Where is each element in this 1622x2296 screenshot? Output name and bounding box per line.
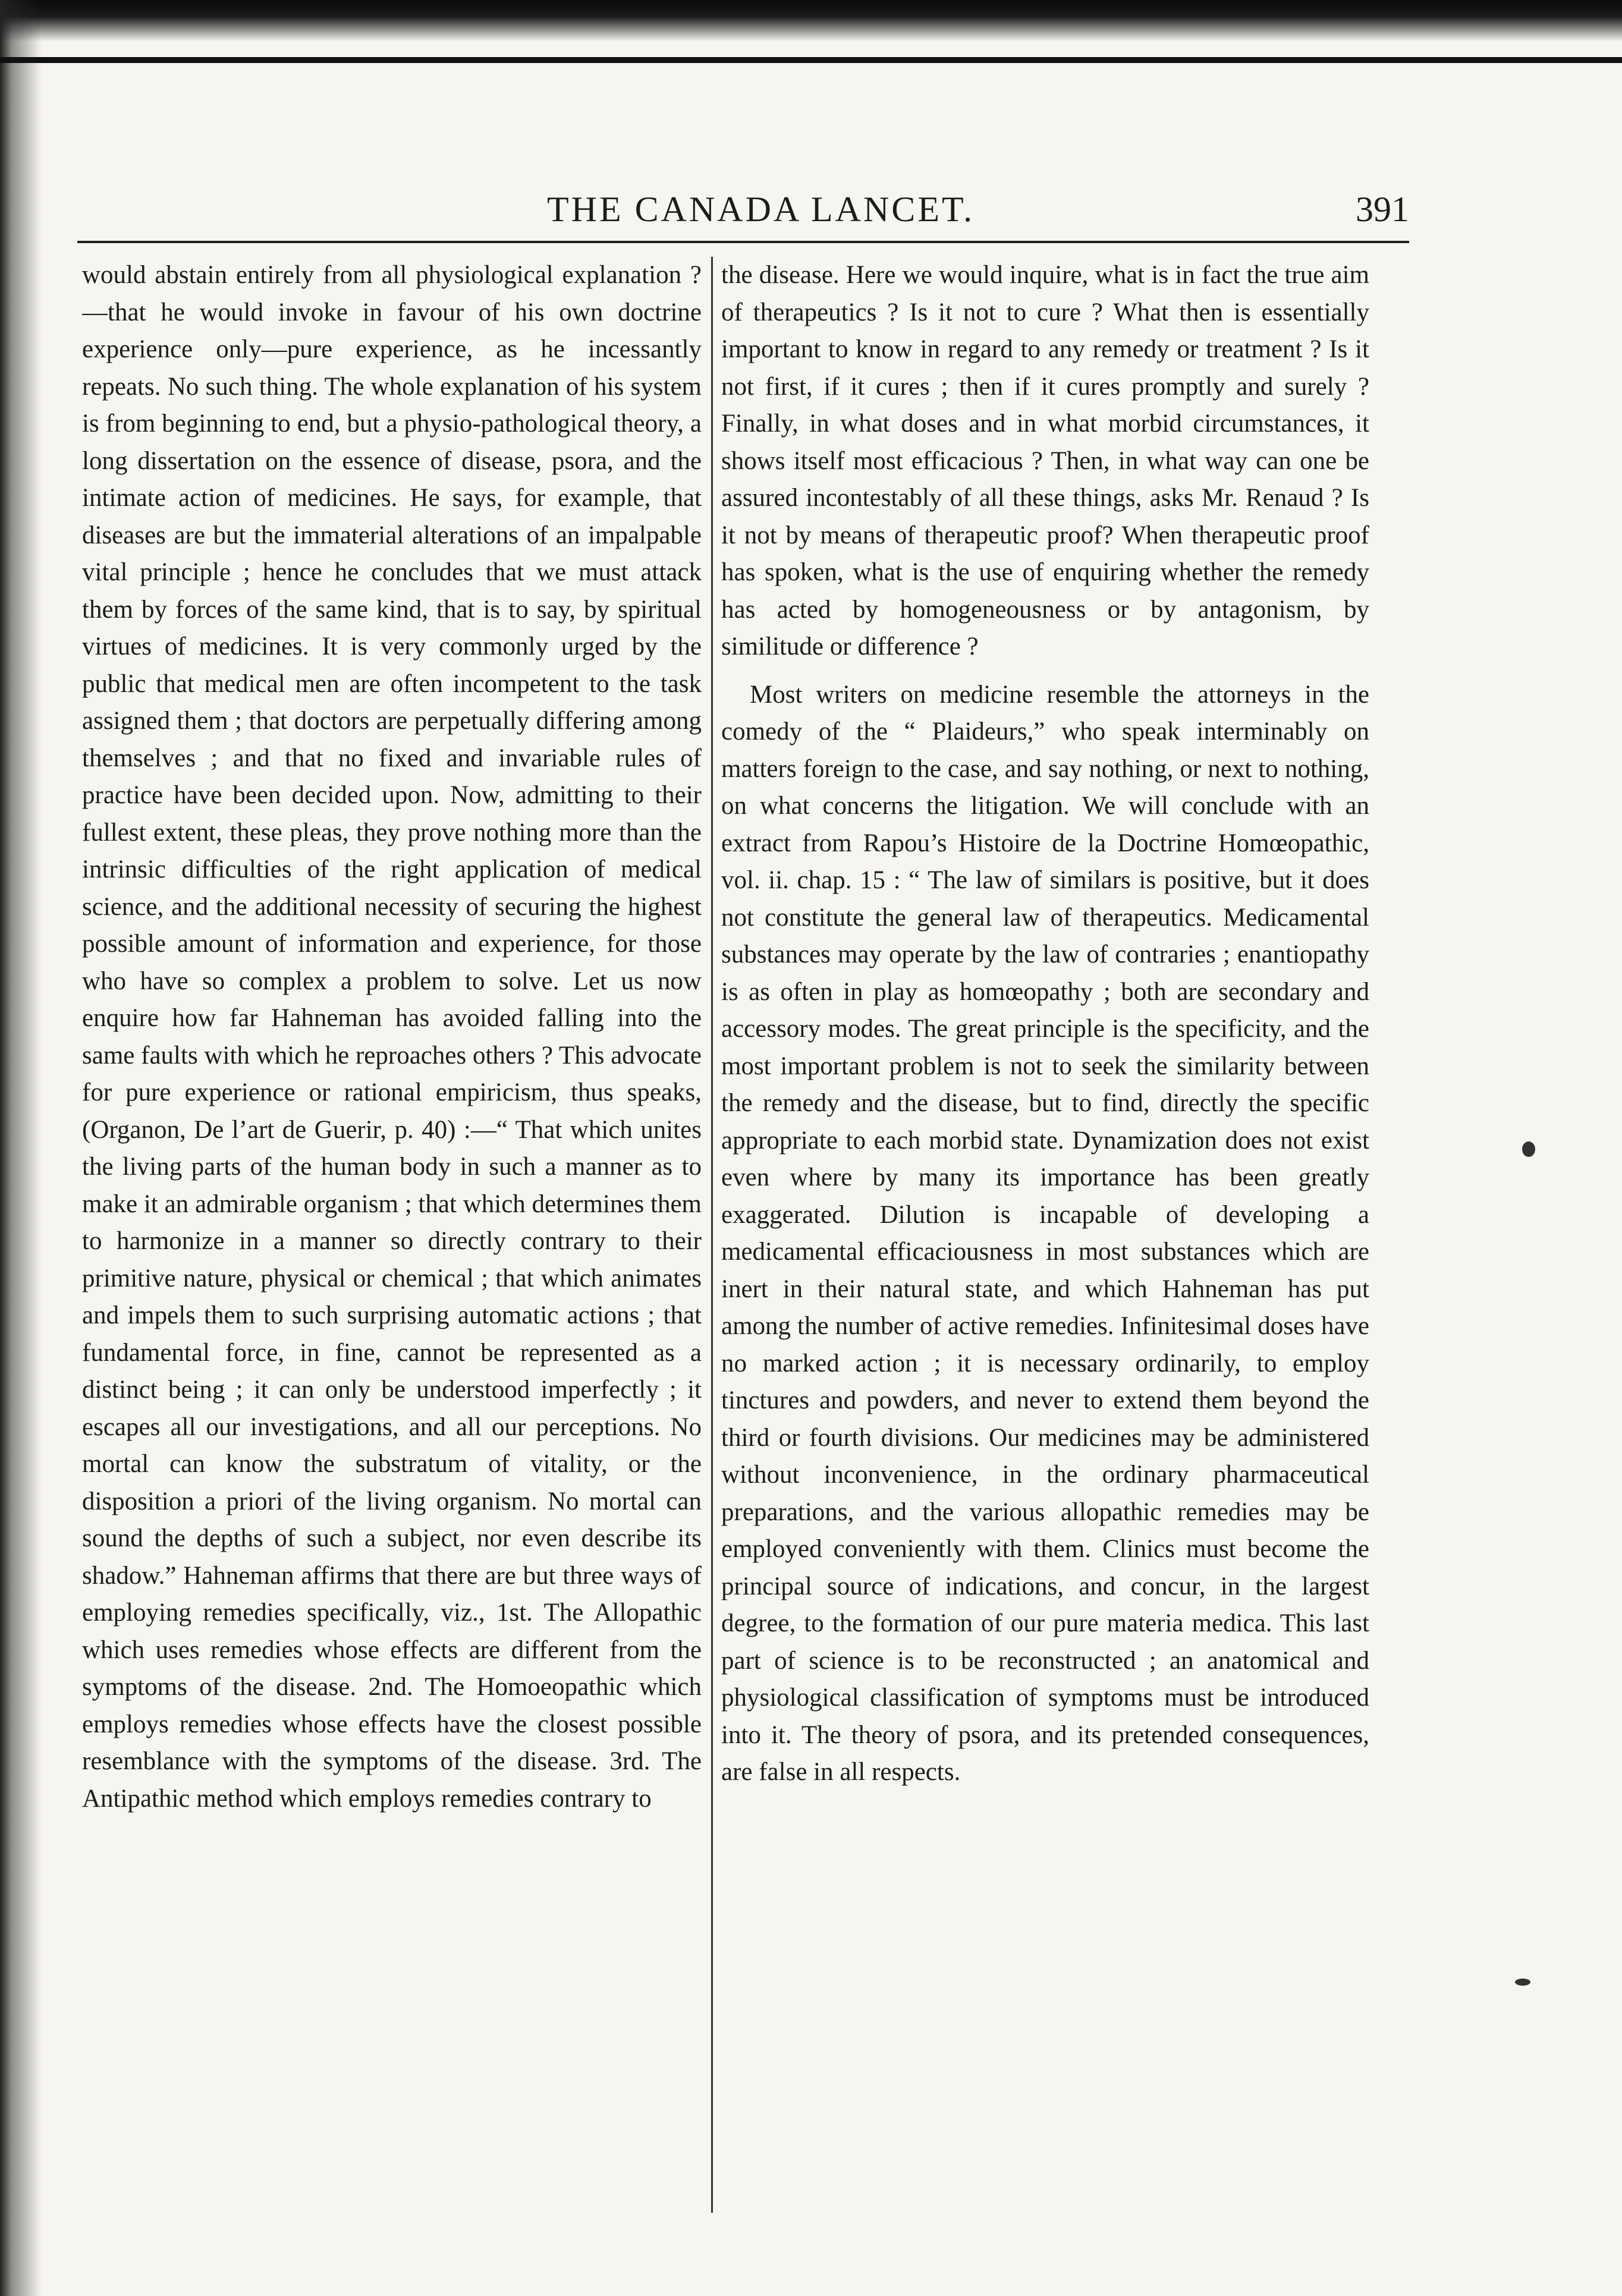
header-rule [77, 241, 1409, 243]
page-header [77, 189, 1409, 243]
right-paragraph-1: the disease. Here we would inquire, what is in fact the true aim of therapeutics ? Is it not to cure ? What then is essentially important to know in regard to any remedy or treatment ? Is it not first, if it cures ; then if it cures promptly and surely ? Finally, in what doses and in what morbid circumstances, it shows itself most efficacious ? Then, in what way can one be assured incontestably of all these things, asks Mr. Renaud ? Is it not by means of therapeutic proof? When therapeutic proof has spoken, what is the use of enquiring whether the remedy has acted by homogeneousness or by antagonism, by similitude or difference ? [721, 261, 1369, 661]
left-column [82, 257, 702, 2242]
scan-binding-line [0, 57, 1622, 63]
left-paragraph-1: would abstain entirely from all physiological explanation ?—that he would invoke in favour of his own doctrine experience only—pure experience, as he incessantly repeats. No such thing. The whole explanation of his system is from beginning to end, but a physio-pathological theory, a long dissertation on the essence of disease, psora, and the intimate action of medicines. He says, for example, that diseases are but the immaterial alterations of an impalpable vital principle ; hence he concludes that we must attack them by forces of the same kind, that is to say, by spiritual virtues of medicines. It is very commonly urged by the public that medical men are often incompetent to the task assigned them ; that doctors are perpetually differing among themselves ; and that no fixed and invariable rules of practice have been decided upon. Now, admitting to their fullest extent, these pleas, they prove nothing more than the intrinsic difficulties of the right application of medical science, and the additional necessity of securing the highest possible amount of information and experience, for those who have so complex a problem to solve. Let us now enquire how far Hahneman has avoided falling into the same faults with which he reproaches others ? This advocate for pure experience or rational empiricism, thus speaks, (Organon, De l’art de Guerir, p. 40) :—“ That which unites the living parts of the human body in such a manner as to make it an admirable organism ; that which determines them to harmonize in a manner so directly contrary to their primitive nature, physical or chemical ; that which animates and impels them to such surprising automatic actions ; that fundamental force, in fine, cannot be represented as a distinct being ; it can only be understood imperfectly ; it escapes all our investigations, and all our perceptions. No mortal can know the substratum of vitality, or the disposition a priori of the living organism. No mortal can sound the depths of such a subject, nor even describe its shadow.” Hahneman affirms that there are but three ways of employing remedies specifically, viz., 1st. The Allopathic which uses remedies whose effects are different from the symptoms of the disease. 2nd. The Homoeopathic which employs remedies whose effects have the closest possible resemblance with the symptoms of the disease. 3rd. The Antipathic method which employs remedies contrary to [82, 261, 702, 1813]
page-number: 391 [1356, 190, 1409, 229]
running-title: THE CANADA LANCET. [547, 190, 975, 229]
ink-speck [1515, 1979, 1530, 1986]
scan-shadow-left [0, 0, 42, 2296]
column-divider [711, 257, 713, 2213]
right-paragraph-2: Most writers on medicine resemble the attorneys in the comedy of the “ Plaideurs,” who speak interminably on matters foreign to the case, and say nothing, or next to nothing, on what concerns the litigation. We will conclude with an extract from Rapou’s Histoire de la Doctrine Homœopathic, vol. ii. chap. 15 : “ The law of similars is positive, but it does not constitute the general law of therapeutics. Medicamental substances may operate by the law of contraries ; enantiopathy is as often in play as homœopathy ; both are secondary and accessory modes. The great principle is the specificity, and the most important problem is not to seek the similarity between the remedy and the disease, but to find, directly the specific appropriate to each morbid state. Dynamization does not exist even where by many its importance has been greatly exaggerated. Dilution is incapable of developing a medicamental efficaciousness in most substances which are inert in their natural state, and which Hahneman has put among the number of active remedies. Infinitesimal doses have no marked action ; it is necessary ordinarily, to employ tinctures and powders, and never to extend them beyond the third or fourth divisions. Our medicines may be administered without inconvenience, in the ordinary pharmaceutical preparations, and the various allopathic remedies may be employed conveniently with them. Clinics must become the principal source of indications, and concur, in the largest degree, to the formation of our pure materia medica. This last part of science is to be reconstructed ; an anatomical and physiological classification of symptoms must be introduced into it. The theory of psora, and its pretended consequences, are false in all respects. [721, 680, 1369, 1786]
ink-speck [1522, 1141, 1535, 1157]
scan-shadow-top [0, 0, 1622, 42]
right-column [721, 257, 1369, 2242]
